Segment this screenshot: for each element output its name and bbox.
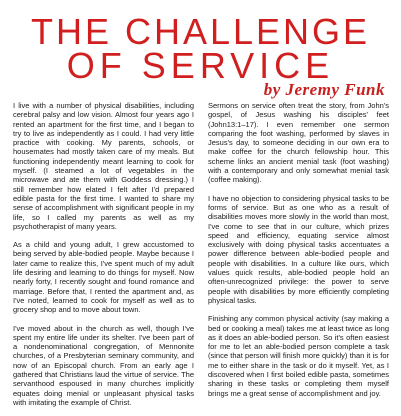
paragraph: Sermons on service often treat the story, from John's gospel, of Jesus washing his disciples' feet (John13:1–17). I even remember one sermon comparing the foot washing, performed by slaves in Jesus's day, to someone deciding in our own era to make coffee for the church fellowship hour. This scheme links an ancient menial task (foot washing) with a contemporary and only somewhat menial task (coffee making). [208,101,389,185]
title-line-1: THE CHALLENGE [30,11,371,52]
paragraph: Finishing any common physical activity (say making a bed or cooking a meal) takes me at least twice as long as it does an able-bodied person. So it's often easiest for me to let an able-bodied person complete a task (since that person will finish more quickly) than it is for me to either share in the task or do it myself. Yet, as I discovered when I first boiled edible pasta, sometimes sharing in these tasks or completing them myself brings me a great sense of accomplishment and joy. [208,314,389,398]
paragraph: I live with a number of physical disabilities, including cerebral palsy and low vision. Almost four years ago I rented an apartment for the first time, and I began to try to live as independently as I could. I had very little practice with cooking. My parents, schools, or housemates had mostly taken care of my meals. But functioning independently meant learning to cook for myself. (I steamed a lot of vegetables in the microwave and ate them with Goddess dressing.) I still remember how elated I felt after I'd prepared edible pasta for the first time. I wanted to share my sense of accomplishment with significant people in my life, so I called my parents as well as my psychotherapist of many years. [13,101,194,231]
paragraph: As a child and young adult, I grew accustomed to being served by able-bodied people. Maybe because I later came to realize this, I've spent much of my adult life desiring and learning to do things for myself. Now nearly forty, I recently sought and found romance and marriage. Before that, I rented the apartment and, as I've noted, learned to cook for myself as well as to grocery shop and to move about town. [13,240,194,315]
left-column [13,101,194,416]
right-column [208,101,389,407]
paragraph: I've moved about in the church as well, though I've spent my entire life under its shelter. I've been part of a nondenominational congregation, of Mennonite churches, of a Presbyterian seminary community, and now of an Episcopal church. From an early age I gathered that Christians laud the virtue of service. The servanthood espoused in many churches implicitly equates doing menial or unpleasant physical tasks with imitating the example of Christ. [13,323,194,407]
byline: by Jeremy Funk [263,80,385,99]
paragraph: I have no objection to considering physical tasks to be forms of service. But as one who as a result of disabilities moves more slowly in the world than most, I've come to see that in our culture, which prizes speed and efficiency, equating service almost exclusively with doing physical tasks accentuates a power difference between able-bodied people and people with disabilities. In a culture like ours, which values quick results, able-bodied people hold an often-unrecognized privilege: the power to serve people with disabilities by more efficiently completing physical tasks. [208,193,389,305]
title-line-2: OF SERVICE [66,45,335,86]
